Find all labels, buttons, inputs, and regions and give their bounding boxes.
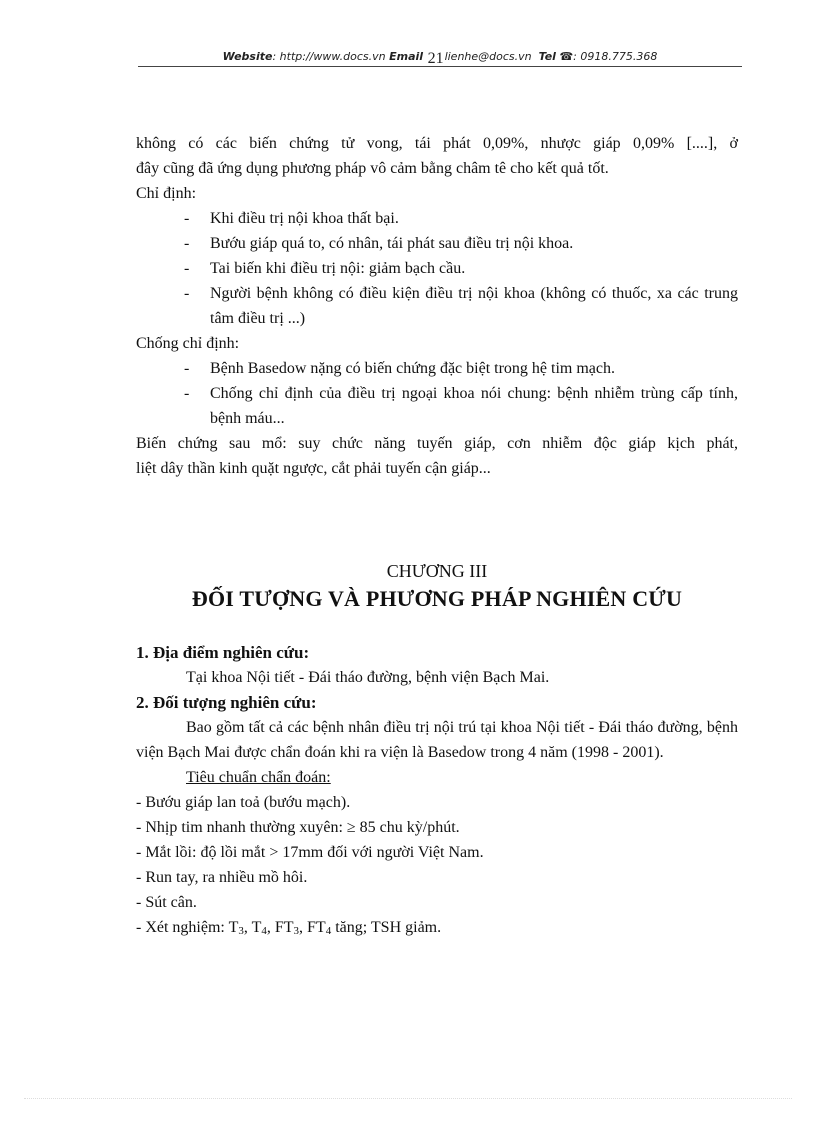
paragraph-line: không có các biến chứng tử vong, tái phát 0,09%, nhược giáp 0,09% [....], ở (136, 135, 738, 152)
criteria-heading: Tiêu chuẩn chẩn đoán: (186, 769, 331, 786)
document-body (136, 131, 738, 940)
list-item: - Bệnh Basedow nặng có biến chứng đặc biệt trong hệ tim mạch. (184, 360, 616, 377)
list-item: - Khi điều trị nội khoa thất bại. (184, 210, 399, 227)
chapter-label: CHƯƠNG III (386, 561, 488, 581)
email-label: Email (389, 50, 424, 63)
criteria-item: - Nhịp tim nhanh thường xuyên: ≥ 85 chu kỳ/phút. (136, 819, 460, 836)
email-value[interactable]: lienhe@docs.vn (444, 50, 532, 63)
criteria-item: - Mắt lồi: độ lồi mắt > 17mm đối với người Việt Nam. (136, 844, 484, 861)
list-item: - Bướu giáp quá to, có nhân, tái phát sau điều trị nội khoa. (184, 235, 574, 252)
section-heading: 2. Đối tượng nghiên cứu: (136, 693, 317, 712)
page-footer-divider (24, 1098, 792, 1099)
list-item: - Tai biến khi điều trị nội: giảm bạch cầu. (184, 260, 466, 277)
section-text: Bao gồm tất cả các bệnh nhân điều trị nội trú tại khoa Nội tiết - Đái tháo đường, bệnh viện Bạch Mai được chẩn đoán khi ra viện là Basedow trong 4 năm (1998 - 2001). (136, 719, 738, 761)
contraindications-list (136, 356, 738, 431)
tel-label: Tel (538, 50, 556, 63)
section-heading: 1. Địa điểm nghiên cứu: (136, 643, 310, 662)
tel-value: : 0918.775.368 (573, 50, 658, 63)
criteria-item: - Run tay, ra nhiều mồ hôi. (136, 869, 308, 886)
criteria-item-lab: - Xét nghiệm: $T_3$, $T_4$, $FT_3$, $FT_4$ tăng; TSH giảm. (136, 919, 442, 937)
paragraph-line: Biến chứng sau mổ: suy chức năng tuyến giáp, cơn nhiễm độc giáp kịch phát, (136, 435, 738, 452)
list-item: - Người bệnh không có điều kiện điều trị nội khoa (không có thuốc, xa các trung tâm điều trị ...) (184, 285, 738, 327)
criteria-item: - Bướu giáp lan toả (bướu mạch). (136, 794, 351, 811)
chapter-title: ĐỐI TƯỢNG VÀ PHƯƠNG PHÁP NGHIÊN CỨU (191, 586, 683, 611)
indications-list (136, 206, 738, 331)
indications-heading: Chỉ định: (136, 185, 197, 202)
page-number: 21 (427, 50, 444, 67)
paragraph-line: liệt dây thần kinh quặt ngược, cắt phải tuyến cận giáp... (136, 460, 491, 477)
section-text: Tại khoa Nội tiết - Đái tháo đường, bệnh viện Bạch Mai. (186, 669, 550, 686)
phone-icon: ☎ (559, 50, 574, 63)
contra-heading: Chống chỉ định: (136, 335, 240, 352)
list-item: - Chống chỉ định của điều trị ngoại khoa nói chung: bệnh nhiễm trùng cấp tính, bệnh máu... (184, 385, 738, 427)
page-header (138, 47, 742, 67)
paragraph-line: đây cũng đã ứng dụng phương pháp vô cảm bằng châm tê cho kết quả tốt. (136, 160, 609, 177)
website-url[interactable]: : http://www.docs.vn (272, 50, 386, 63)
criteria-item: - Sút cân. (136, 894, 197, 911)
website-label: Website (222, 50, 273, 63)
